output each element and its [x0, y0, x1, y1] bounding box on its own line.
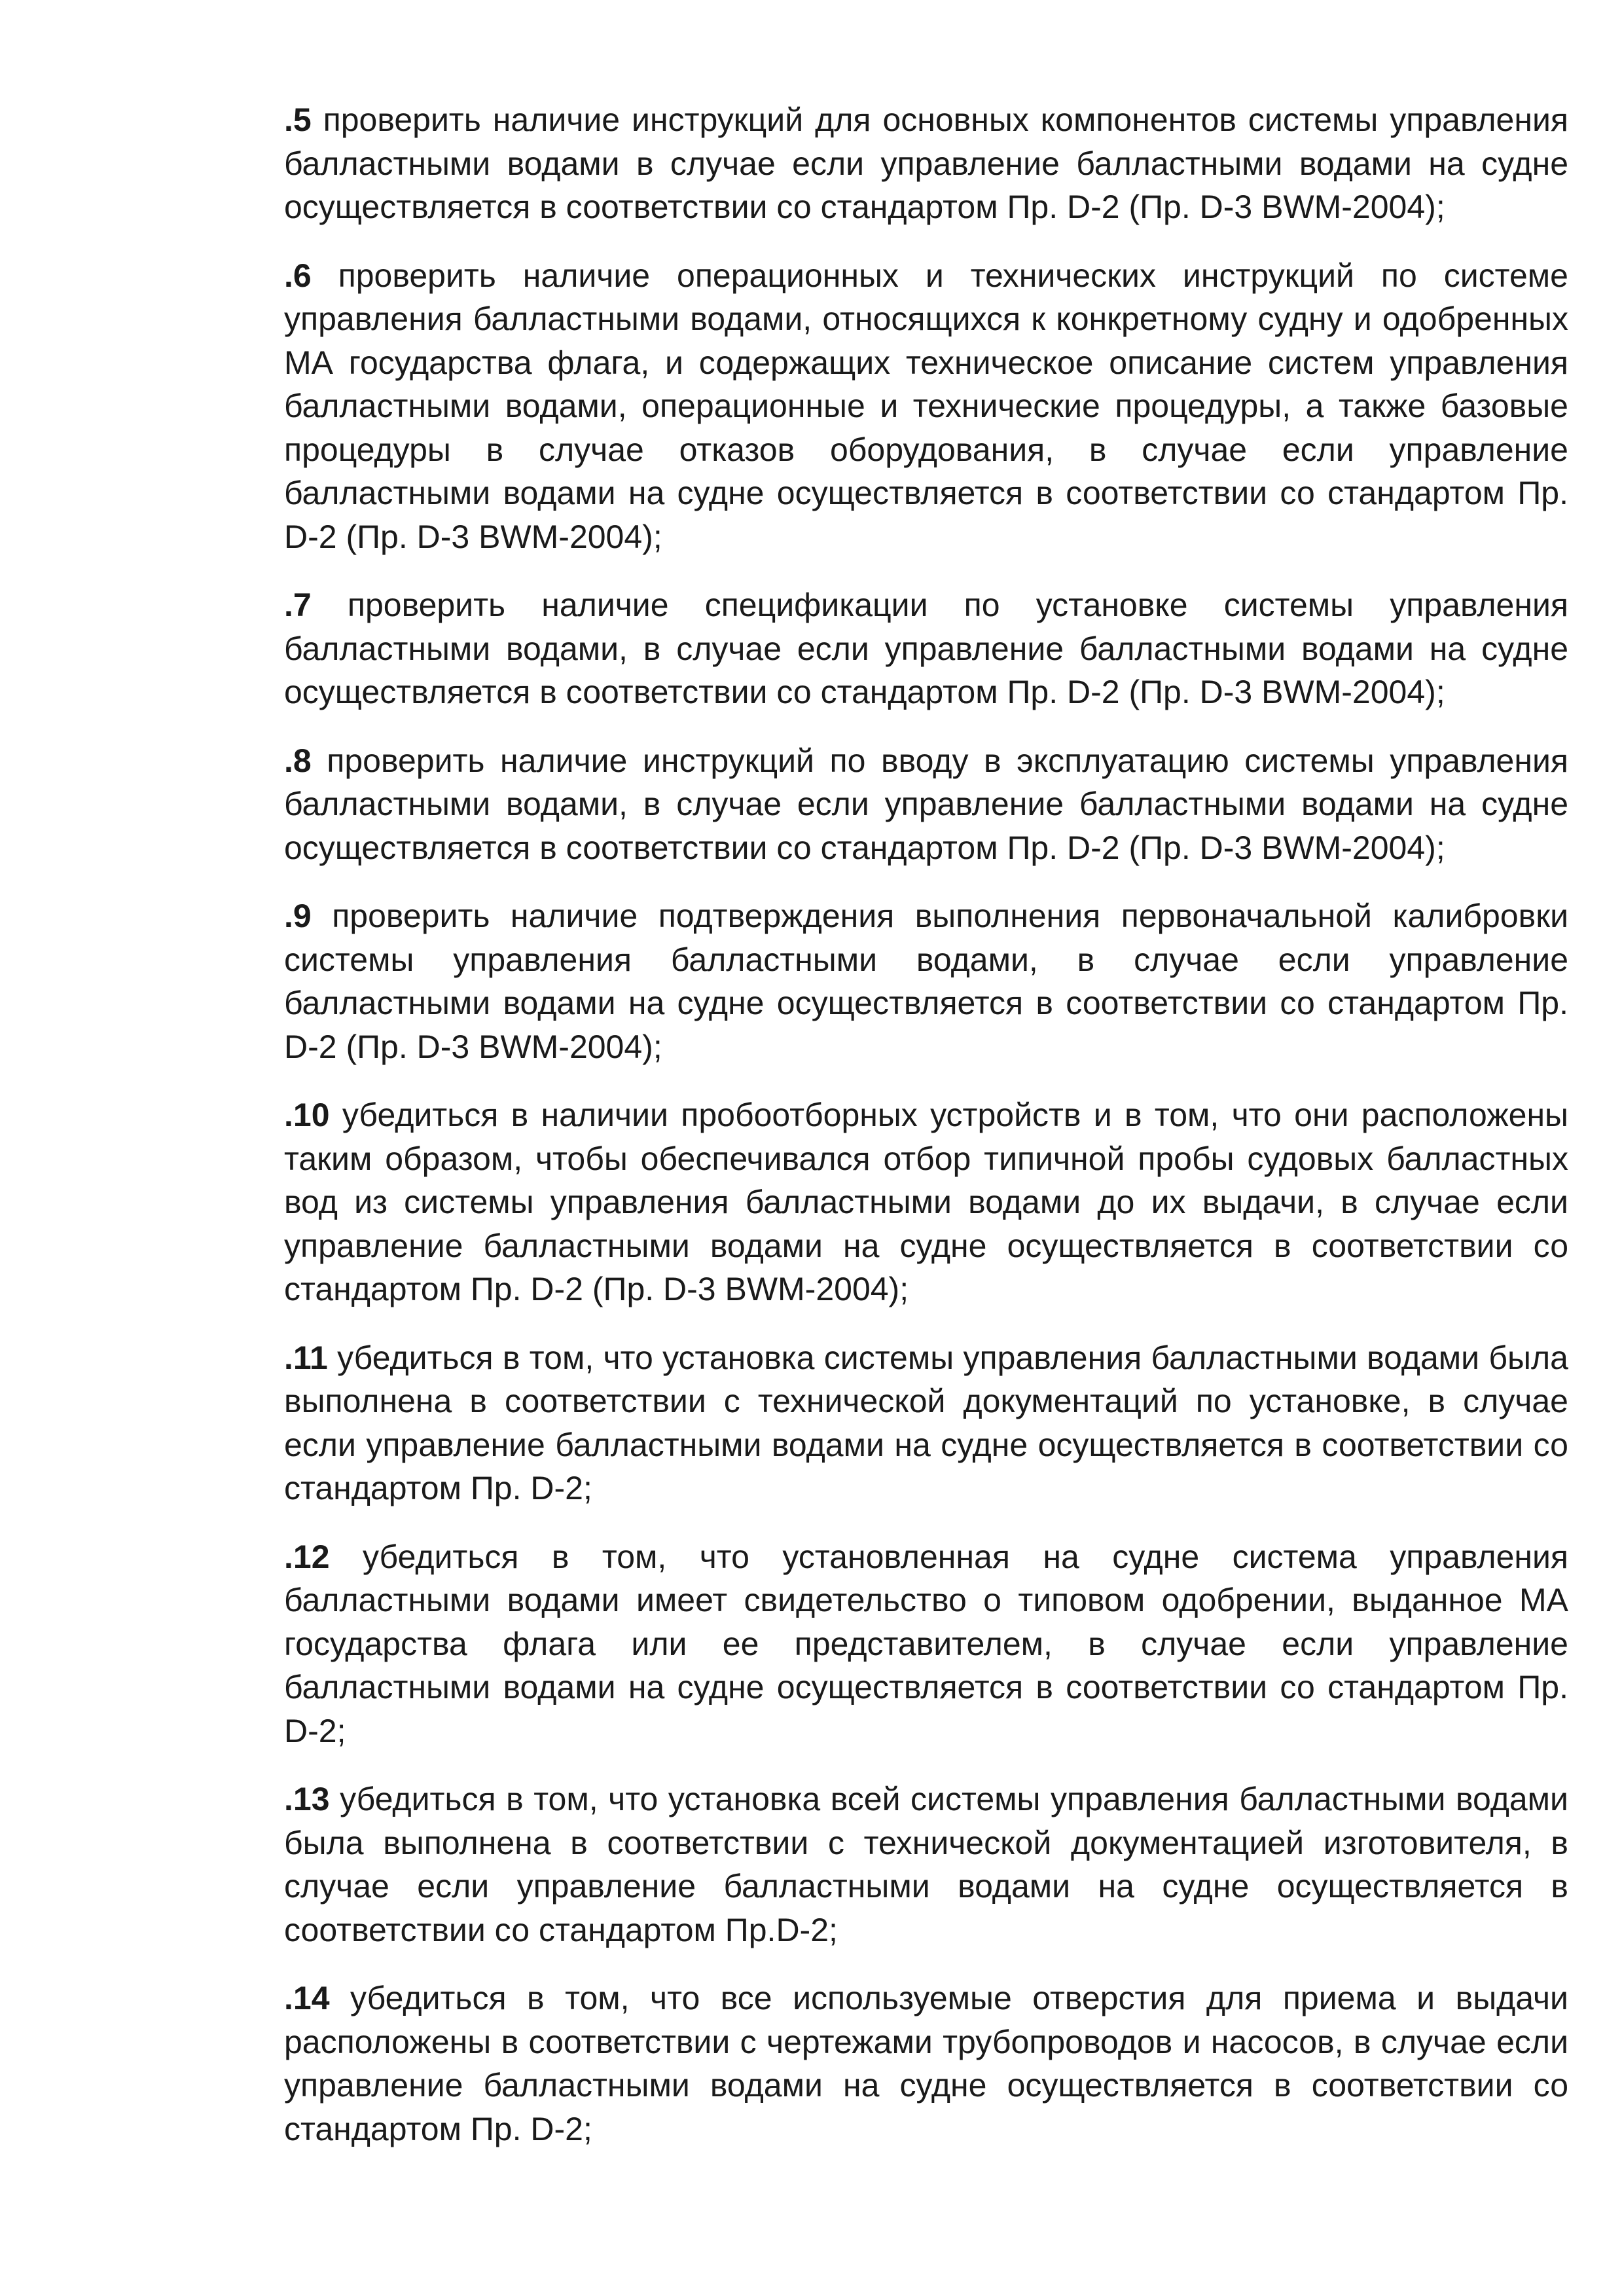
- item-number: .12: [284, 1538, 330, 1575]
- item-text: убедиться в том, что установка всей системы управления балластными водами была выполнена в соответствии с технической документацией изготовителя, в случае если управление балластными водами на судне осуществляется в соответствии со стандартом Пр.D-2;: [284, 1781, 1568, 1948]
- item-number: .13: [284, 1781, 330, 1817]
- list-item: [284, 583, 1568, 714]
- item-text: убедиться в наличии пробоотборных устройств и в том, что они расположены таким образом, чтобы обеспечивался отбор типичной пробы судовых балластных вод из системы управления балластными водами до их выдачи, в случае если управление балластными водами на судне осуществляется в соответствии со стандартом Пр. D-2 (Пр. D-3 BWM-2004);: [284, 1097, 1568, 1307]
- item-number: .8: [284, 742, 312, 779]
- item-number: .9: [284, 898, 312, 934]
- item-text: проверить наличие операционных и технических инструкций по системе управления балластными водами, относящихся к конкретному судну и одобренных МА государства флага, и содержащих техническое описание систем управления балластными водами, операционные и технические процедуры, а также базовые процедуры в случае отказов оборудования, в случае если управление балластными водами на судне осуществляется в соответствии со стандартом Пр. D-2 (Пр. D-3 BWM-2004);: [284, 257, 1568, 555]
- item-text: убедиться в том, что все используемые отверстия для приема и выдачи расположены в соответствии с чертежами трубопроводов и насосов, в случае если управление балластными водами на судне осуществляется в соответствии со стандартом Пр. D-2;: [284, 1980, 1568, 2147]
- list-item: [284, 894, 1568, 1068]
- list-item: [284, 1977, 1568, 2151]
- document-page: [284, 98, 1568, 2176]
- item-text: убедиться в том, что установка системы управления балластными водами была выполнена в соответствии с технической документаций по установке, в случае если управление балластными водами на судне осуществляется в соответствии со стандартом Пр. D-2;: [284, 1339, 1568, 1506]
- item-number: .5: [284, 101, 312, 138]
- item-number: .6: [284, 257, 312, 294]
- item-text: убедиться в том, что установленная на судне система управления балластными водами имеет свидетельство о типовом одобрении, выданное МА государства флага или ее представителем, в случае если управление балластными водами на судне осуществляется в соответствии со стандартом Пр. D-2;: [284, 1538, 1568, 1749]
- list-item: [284, 254, 1568, 559]
- item-number: .7: [284, 587, 312, 623]
- item-text: проверить наличие спецификации по установке системы управления балластными водами, в случае если управление балластными водами на судне осуществляется в соответствии со стандартом Пр. D-2 (Пр. D-3 BWM-2004);: [284, 587, 1568, 710]
- item-number: .11: [284, 1339, 328, 1376]
- item-text: проверить наличие подтверждения выполнения первоначальной калибровки системы управления балластными водами, в случае если управление балластными водами на судне осуществляется в соответствии со стандартом Пр. D-2 (Пр. D-3 BWM-2004);: [284, 898, 1568, 1065]
- list-item: [284, 1336, 1568, 1510]
- list-item: [284, 98, 1568, 229]
- list-item: [284, 1777, 1568, 1952]
- item-number: .14: [284, 1980, 330, 2016]
- list-item: [284, 1093, 1568, 1311]
- list-item: [284, 739, 1568, 870]
- item-number: .10: [284, 1097, 330, 1133]
- list-item: [284, 1535, 1568, 1753]
- item-text: проверить наличие инструкций по вводу в эксплуатацию системы управления балластными водами, в случае если управление балластными водами на судне осуществляется в соответствии со стандартом Пр. D-2 (Пр. D-3 BWM-2004);: [284, 742, 1568, 866]
- item-text: проверить наличие инструкций для основных компонентов системы управления балластными водами в случае если управление балластными водами на судне осуществляется в соответствии со стандартом Пр. D-2 (Пр. D-3 BWM-2004);: [284, 101, 1568, 225]
